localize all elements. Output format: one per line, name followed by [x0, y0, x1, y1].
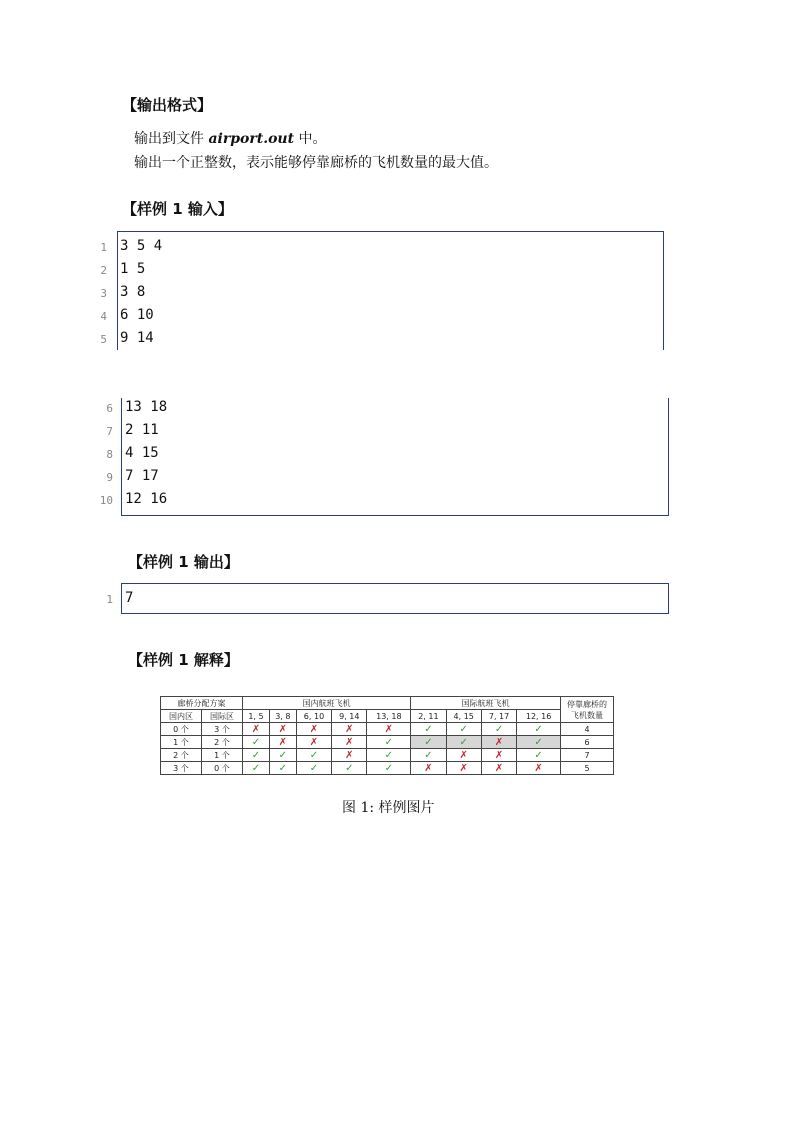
flight-header: 7, 17	[481, 710, 516, 723]
sample-input-box-2	[121, 398, 669, 516]
cross-icon: ✗	[446, 749, 481, 762]
check-icon: ✓	[243, 762, 270, 775]
check-icon: ✓	[411, 736, 446, 749]
count-header-line1: 停靠廊桥的	[567, 699, 607, 709]
cross-icon: ✗	[481, 762, 516, 775]
sample-input-heading: 【样例 1 输入】	[122, 200, 233, 218]
cross-icon: ✗	[332, 723, 367, 736]
check-icon: ✓	[446, 723, 481, 736]
check-icon: ✓	[296, 749, 331, 762]
cross-icon: ✗	[269, 736, 296, 749]
check-icon: ✓	[517, 749, 561, 762]
output-format-line1	[134, 128, 327, 148]
domestic-area-count: 0 个	[161, 723, 202, 736]
code-line: 3 5 4	[120, 238, 163, 254]
code-line: 1 5	[120, 261, 146, 277]
line-number: 4	[100, 310, 107, 323]
code-line: 13 18	[125, 399, 168, 415]
international-area-count: 2 个	[202, 736, 243, 749]
code-line: 12 16	[125, 491, 168, 507]
code-line: 7	[125, 590, 134, 606]
output-filename: airport.out	[208, 131, 295, 147]
output-format-suffix: 中。	[294, 131, 327, 147]
bridge-plane-count: 5	[561, 762, 614, 775]
sample-figure-table	[160, 696, 614, 775]
flight-header: 1, 5	[243, 710, 270, 723]
check-icon: ✓	[517, 736, 561, 749]
line-number: 2	[100, 264, 107, 277]
check-icon: ✓	[411, 723, 446, 736]
code-line: 7 17	[125, 468, 159, 484]
flight-header: 12, 16	[517, 710, 561, 723]
international-area-count: 1 个	[202, 749, 243, 762]
line-number: 5	[100, 333, 107, 346]
domestic-area-count: 2 个	[161, 749, 202, 762]
flight-header: 4, 15	[446, 710, 481, 723]
line-number: 10	[99, 494, 113, 507]
code-line: 9 14	[120, 330, 154, 346]
domestic-header: 国内航班飞机	[243, 697, 411, 710]
explanation-heading: 【样例 1 解释】	[128, 651, 239, 669]
flight-header: 13, 18	[367, 710, 411, 723]
domestic-area-count: 3 个	[161, 762, 202, 775]
line-number: 6	[106, 402, 113, 415]
cross-icon: ✗	[296, 736, 331, 749]
check-icon: ✓	[481, 723, 516, 736]
flight-header: 2, 11	[411, 710, 446, 723]
sample-output-box	[121, 583, 669, 614]
flight-header: 9, 14	[332, 710, 367, 723]
table-row	[161, 762, 614, 775]
international-header: 国际航班飞机	[411, 697, 561, 710]
line-number: 3	[100, 287, 107, 300]
table-row	[161, 736, 614, 749]
code-line: 2 11	[125, 422, 159, 438]
output-format-line2: 输出一个正整数，表示能够停靠廊桥的飞机数量的最大值。	[134, 155, 498, 171]
sub-international-area: 国际区	[202, 710, 243, 723]
bridge-plane-count: 4	[561, 723, 614, 736]
check-icon: ✓	[243, 749, 270, 762]
cross-icon: ✗	[332, 749, 367, 762]
line-number: 9	[106, 471, 113, 484]
cross-icon: ✗	[332, 736, 367, 749]
code-line: 4 15	[125, 445, 159, 461]
check-icon: ✓	[367, 762, 411, 775]
line-number: 7	[106, 425, 113, 438]
count-header-line2: 飞机数量	[571, 710, 603, 720]
check-icon: ✓	[296, 762, 331, 775]
code-line: 3 8	[120, 284, 146, 300]
line-number: 1	[100, 241, 107, 254]
table-row	[161, 749, 614, 762]
line-number: 1	[106, 593, 113, 606]
check-icon: ✓	[269, 762, 296, 775]
check-icon: ✓	[411, 749, 446, 762]
sample-output-heading: 【样例 1 输出】	[128, 553, 239, 571]
cross-icon: ✗	[517, 762, 561, 775]
cross-icon: ✗	[411, 762, 446, 775]
sample-input-box-1	[117, 231, 664, 350]
check-icon: ✓	[269, 749, 296, 762]
cross-icon: ✗	[481, 736, 516, 749]
check-icon: ✓	[332, 762, 367, 775]
check-icon: ✓	[367, 736, 411, 749]
output-format-prefix: 输出到文件	[134, 131, 209, 147]
sub-domestic-area: 国内区	[161, 710, 202, 723]
cross-icon: ✗	[481, 749, 516, 762]
check-icon: ✓	[517, 723, 561, 736]
bridge-plane-count: 6	[561, 736, 614, 749]
cross-icon: ✗	[243, 723, 270, 736]
table-row	[161, 723, 614, 736]
flight-header: 6, 10	[296, 710, 331, 723]
line-number: 8	[106, 448, 113, 461]
flight-header: 3, 8	[269, 710, 296, 723]
cross-icon: ✗	[367, 723, 411, 736]
cross-icon: ✗	[446, 762, 481, 775]
output-format-heading: 【输出格式】	[122, 96, 213, 114]
cross-icon: ✗	[269, 723, 296, 736]
count-header	[561, 697, 614, 723]
scheme-header: 廊桥分配方案	[161, 697, 243, 710]
international-area-count: 0 个	[202, 762, 243, 775]
international-area-count: 3 个	[202, 723, 243, 736]
code-line: 6 10	[120, 307, 154, 323]
domestic-area-count: 1 个	[161, 736, 202, 749]
bridge-plane-count: 7	[561, 749, 614, 762]
cross-icon: ✗	[296, 723, 331, 736]
check-icon: ✓	[243, 736, 270, 749]
check-icon: ✓	[367, 749, 411, 762]
check-icon: ✓	[446, 736, 481, 749]
figure-caption: 图 1: 样例图片	[342, 800, 435, 816]
